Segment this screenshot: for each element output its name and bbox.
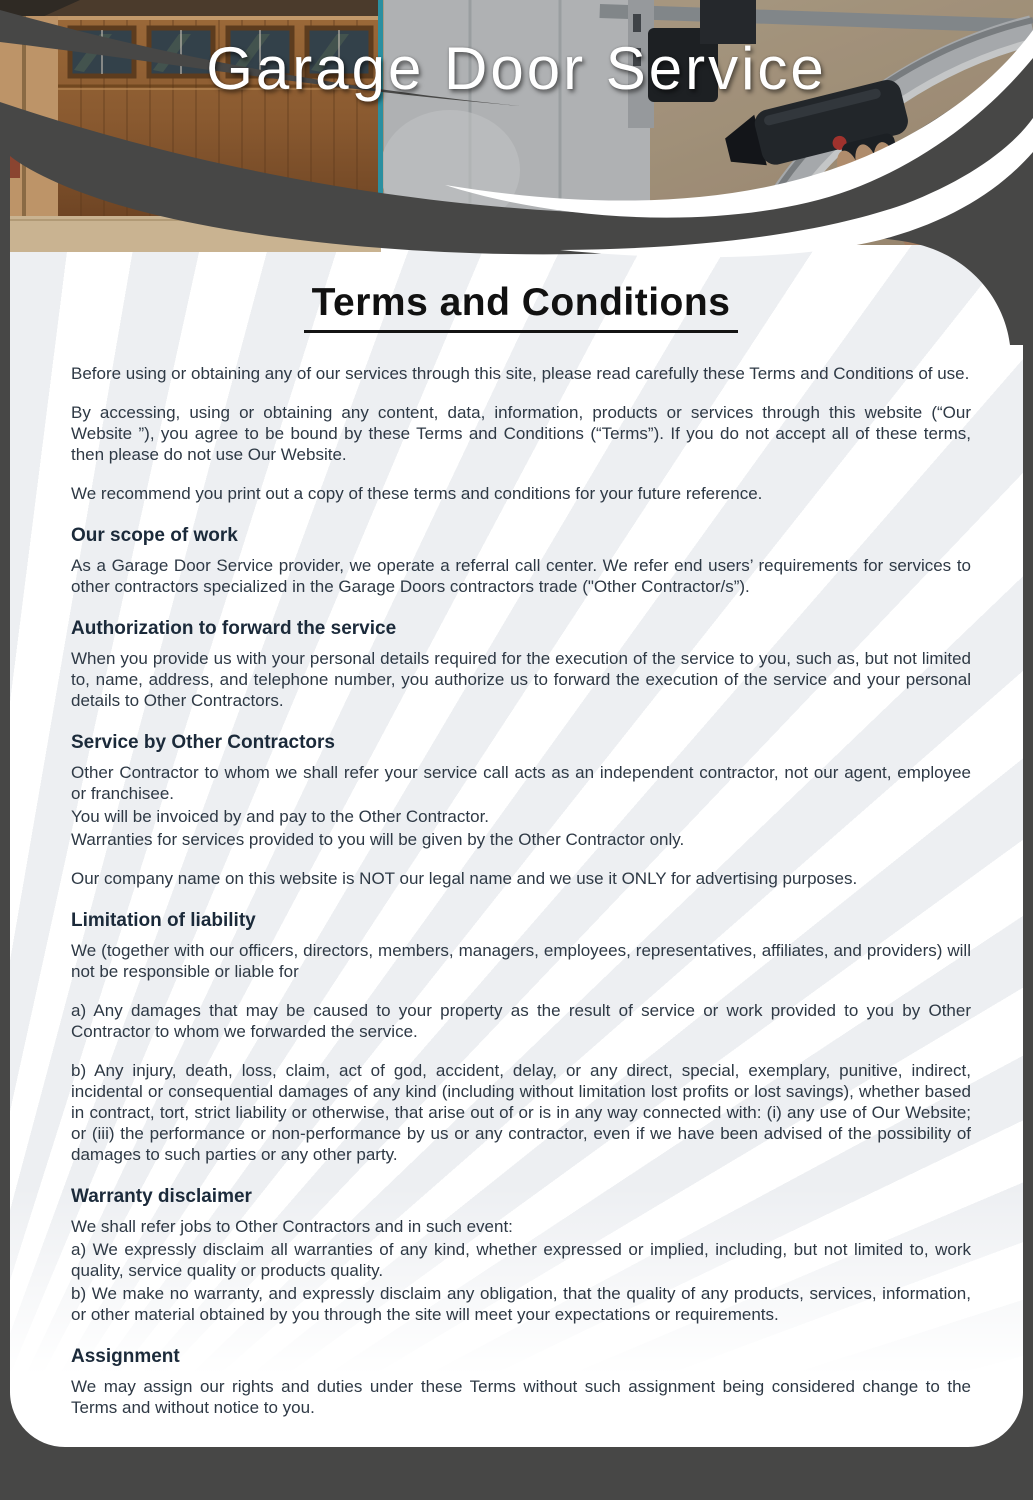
section-heading: Service by Other Contractors — [71, 732, 335, 753]
section-paragraph: We may assign our rights and duties under these Terms without such assignment being considered change to the Terms and without notice to you. — [71, 1377, 971, 1417]
section-heading: Warranty disclaimer — [71, 1186, 252, 1207]
section-paragraph: When you provide us with your personal details required for the execution of the service to you, such as, but not limited to, name, address, and telephone number, you authorize us to forward the execution of the service and your personal details to Other Contractors. — [71, 649, 971, 710]
section-paragraph: We shall refer jobs to Other Contractors and in such event: — [71, 1217, 513, 1236]
section-scope-of-work — [71, 524, 971, 597]
section-heading: Authorization to forward the service — [71, 618, 397, 639]
section-service-by-other-contractors — [71, 731, 971, 889]
intro-paragraph: Before using or obtaining any of our services through this site, please read carefully these Terms and Conditions of use. — [71, 364, 970, 383]
section-paragraph: Warranties for services provided to you will be given by the Other Contractor only. — [71, 830, 685, 849]
section-paragraph: You will be invoiced by and pay to the Other Contractor. — [71, 807, 490, 826]
section-paragraph: a) Any damages that may be caused to your property as the result of service or work provided to you by Other Contractor to whom we forwarded the service. — [71, 1001, 971, 1041]
section-warranty-disclaimer — [71, 1185, 971, 1325]
section-heading: Limitation of liability — [71, 910, 256, 931]
section-assignment — [71, 1345, 971, 1418]
section-paragraph: a) We expressly disclaim all warranties of any kind, whether expressed or implied, including, but not limited to, work quality, service quality or products quality. — [71, 1240, 971, 1280]
section-paragraph: b) We make no warranty, and expressly disclaim any obligation, that the quality of any products, services, information, or other material obtained by you through the site will meet your expectations or requirements. — [71, 1284, 971, 1324]
section-paragraph: Our company name on this website is NOT our legal name and we use it ONLY for advertising purposes. — [71, 869, 858, 888]
intro-paragraph: We recommend you print out a copy of these terms and conditions for your future reference. — [71, 484, 763, 503]
section-heading: Our scope of work — [71, 525, 238, 546]
section-paragraph: b) Any injury, death, loss, claim, act of god, accident, delay, or any direct, special, exemplary, punitive, indirect, incidental or consequential damages of any kind (including without limitation lost profits or lost savings), whether based in contract, tort, strict liability or otherwise, that arise out of or is in any way connected with: (i) any use of Our Website; or (iii) the performance or non-performance by us or any contractor, even if we have been advised of the possibility of damages to such parties or any other party. — [71, 1061, 971, 1164]
terms-content — [10, 0, 1023, 1418]
section-heading: Assignment — [71, 1346, 180, 1367]
section-paragraph: Other Contractor to whom we shall refer your service call acts as an independent contractor, not our agent, employee or franchisee. — [71, 763, 971, 803]
site-title: Garage Door Service — [206, 35, 827, 102]
section-paragraph: As a Garage Door Service provider, we operate a referral call center. We refer end users’ requirements for services to other contractors specialized in the Garage Doors contractors trade ("Other Contractor/s”). — [71, 556, 971, 596]
page-title: Terms and Conditions — [304, 281, 739, 333]
section-limitation-of-liability — [71, 909, 971, 1165]
intro-paragraph: By accessing, using or obtaining any content, data, information, products or services through this website (“Our Website ”), you agree to be bound by these Terms and Conditions (“Terms”). If you do not accept all of these terms, then please do not use Our Website. — [71, 403, 971, 464]
section-authorization — [71, 617, 971, 711]
section-paragraph: We (together with our officers, directors, members, managers, employees, representatives, affiliates, and providers) will not be responsible or liable for — [71, 941, 971, 981]
